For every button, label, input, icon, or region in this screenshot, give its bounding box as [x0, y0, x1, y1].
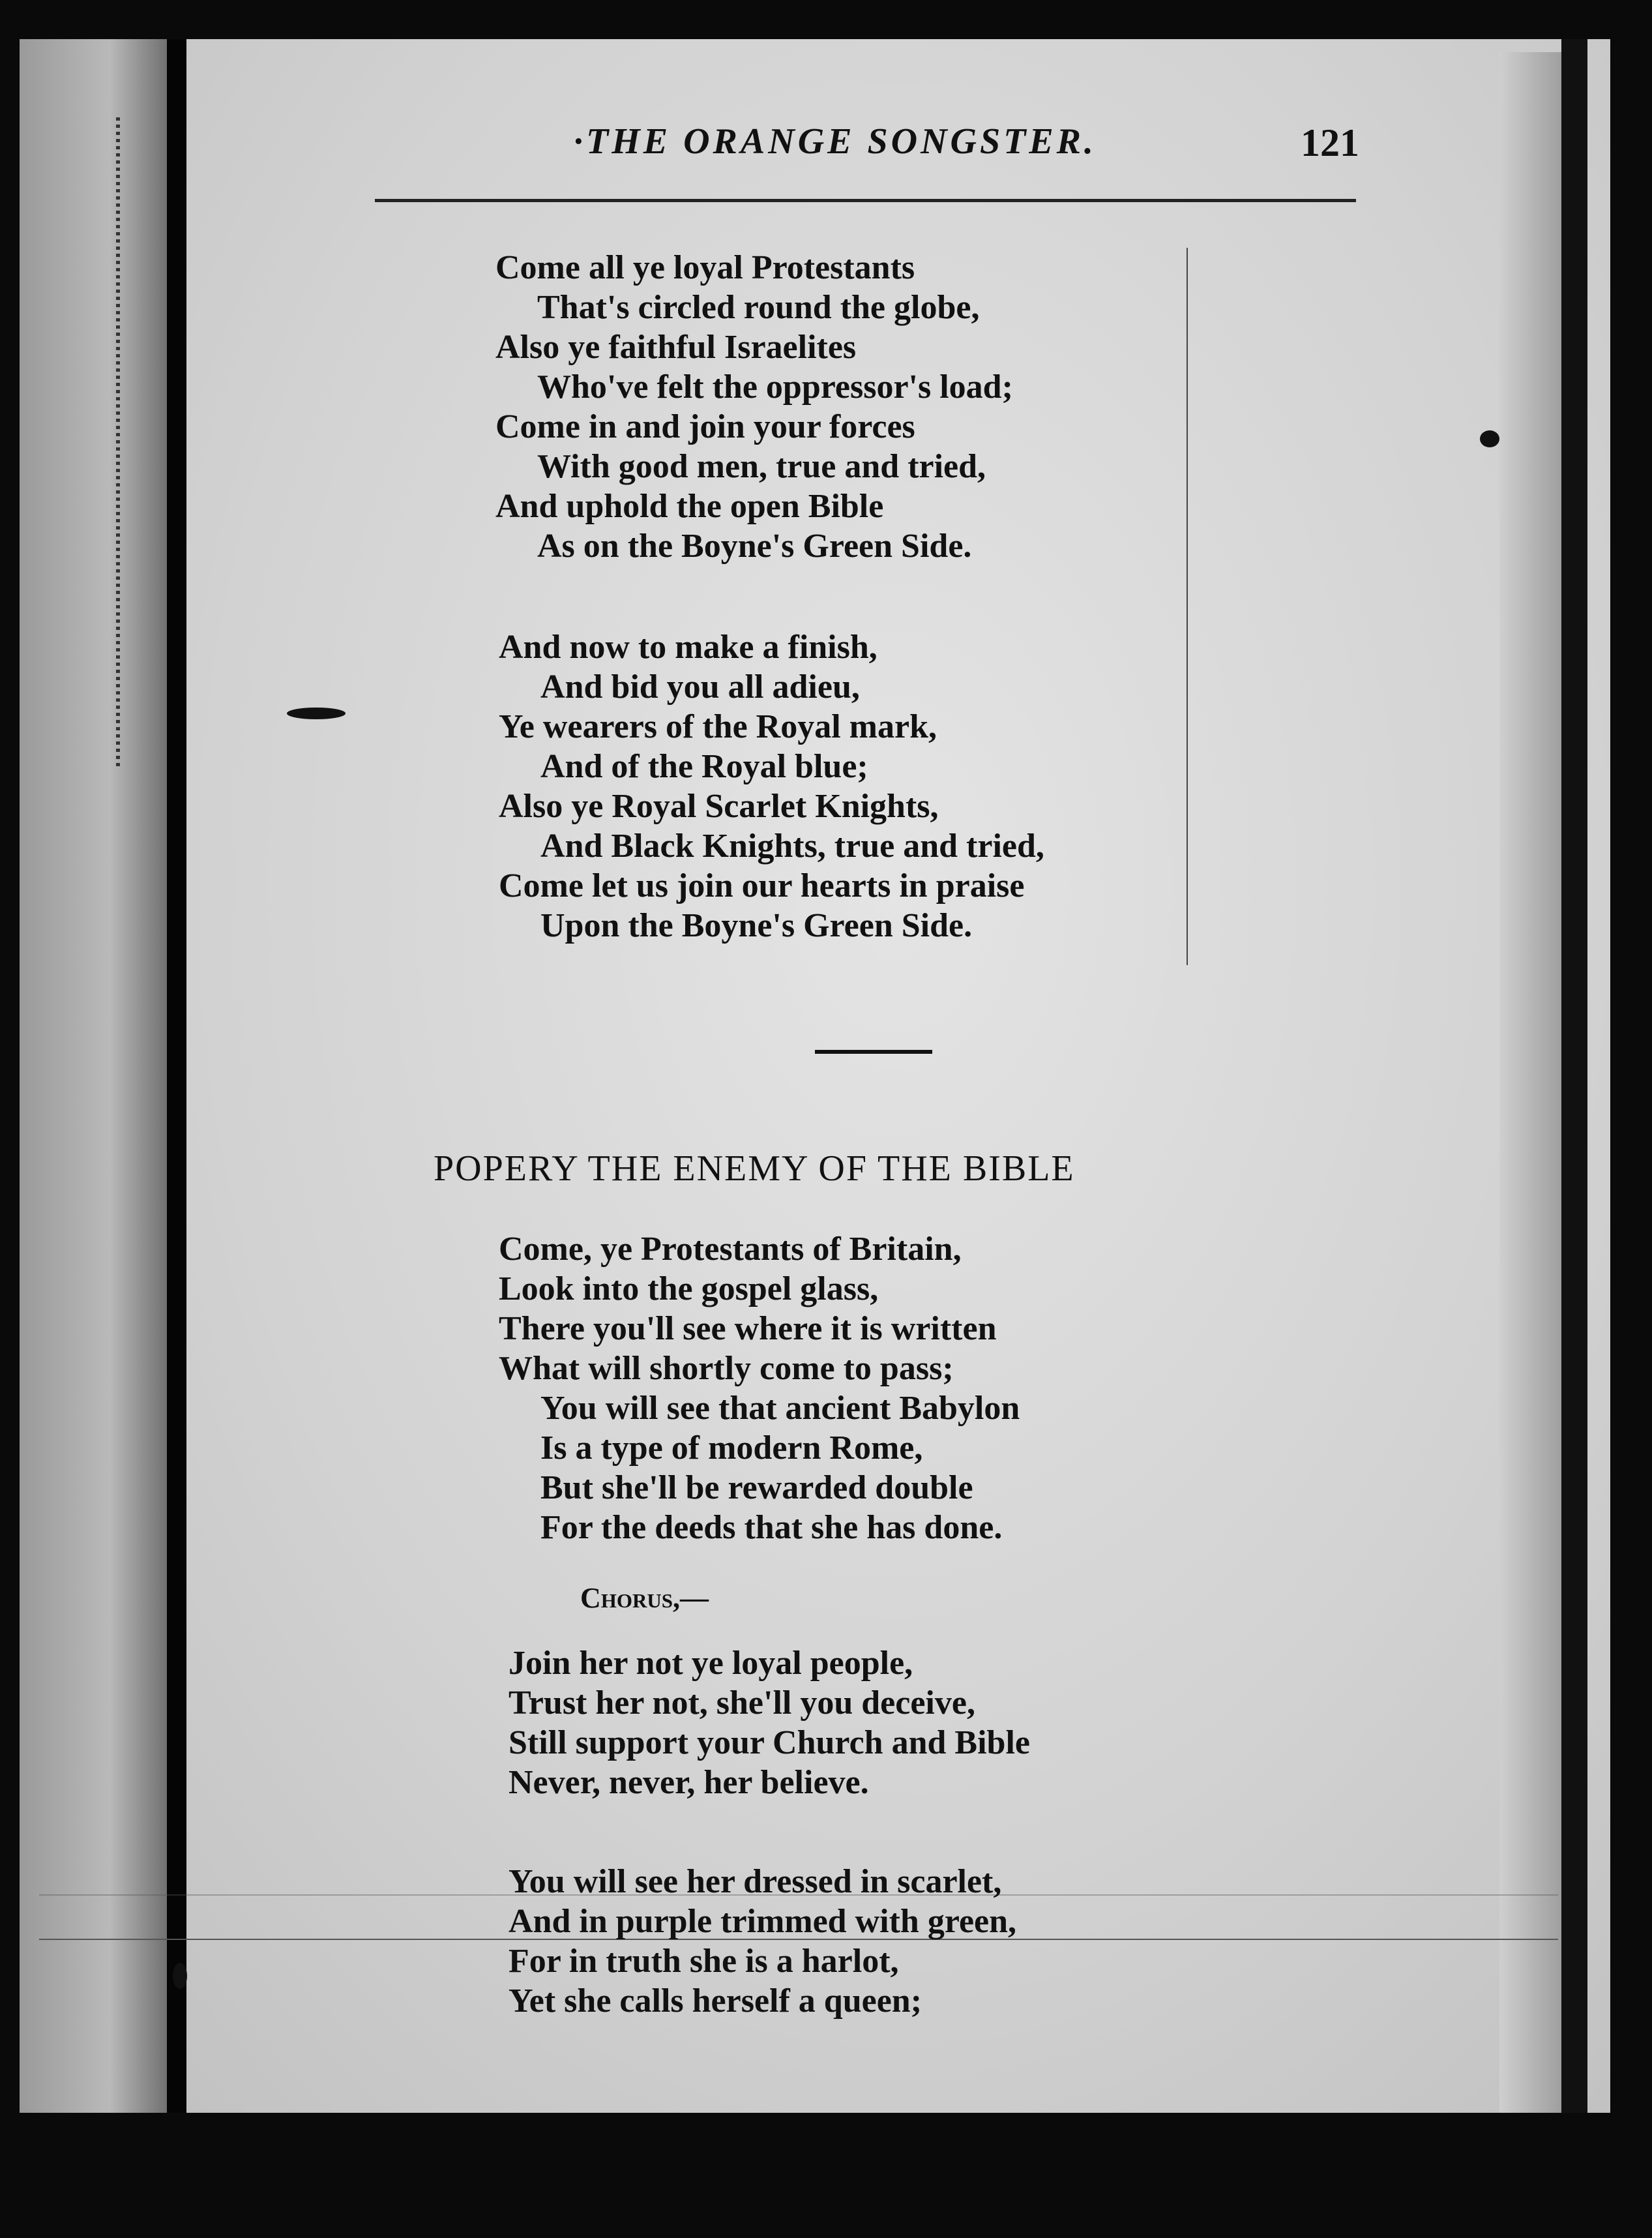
chorus-line: Trust her not, she'll you deceive, — [509, 1684, 975, 1722]
verse-line: And Black Knights, true and tried, — [540, 828, 1044, 865]
verse-line: And now to make a finish, — [499, 629, 878, 666]
verse-line: With good men, true and tried, — [537, 448, 986, 485]
verse-line: Is a type of modern Rome, — [540, 1429, 923, 1467]
verse-line: And of the Royal blue; — [540, 748, 868, 785]
binding-shadow — [167, 39, 186, 2152]
verse-line: Come in and join your forces — [495, 408, 915, 445]
verse-line: For in truth she is a harlot, — [509, 1943, 899, 1980]
song-title: POPERY THE ENEMY OF THE BIBLE — [434, 1148, 1075, 1189]
page-number: 121 — [1301, 121, 1359, 164]
stanza — [509, 1862, 1016, 2021]
book-gutter — [20, 39, 170, 2152]
verse-line: Who've felt the oppressor's load; — [537, 368, 1013, 406]
verse-line: You will see that ancient Babylon — [540, 1390, 1020, 1427]
header-rule — [375, 199, 1356, 202]
ink-blot — [173, 1963, 187, 1989]
verse-line: Also ye faithful Israelites — [495, 329, 857, 366]
gutter-stitching — [116, 117, 120, 769]
verse-line: Upon the Boyne's Green Side. — [540, 907, 973, 944]
verse-line: Look into the gospel glass, — [499, 1270, 879, 1307]
verse-line: And bid you all adieu, — [540, 668, 860, 706]
verse-line: And uphold the open Bible — [495, 488, 884, 525]
chorus — [509, 1643, 1030, 1802]
section-divider — [815, 1050, 932, 1054]
stanza — [495, 248, 1013, 566]
verse-line: You will see her dressed in scarlet, — [509, 1863, 1002, 1900]
ink-blot — [1480, 430, 1499, 447]
running-head: ·THE ORANGE SONGSTER. — [574, 121, 1097, 162]
chorus-line: Still support your Church and Bible — [509, 1724, 1030, 1761]
verse-line: Also ye Royal Scarlet Knights, — [499, 788, 939, 825]
verse-line: But she'll be rewarded double — [540, 1469, 973, 1506]
verse-line: There you'll see where it is written — [499, 1310, 997, 1347]
scan-border-bottom — [0, 2113, 1652, 2238]
margin-mark — [1187, 248, 1188, 965]
verse-line: Yet she calls herself a queen; — [509, 1982, 922, 2020]
ink-blot — [287, 708, 346, 719]
chorus-label: Chorus,— — [580, 1582, 709, 1614]
verse-line: As on the Boyne's Green Side. — [537, 528, 972, 565]
verse-line: Ye wearers of the Royal mark, — [499, 708, 937, 745]
verse-line: Come let us join our hearts in praise — [499, 867, 1025, 904]
verse-line: For the deeds that she has done. — [540, 1509, 1003, 1546]
verse-line: And in purple trimmed with green, — [509, 1903, 1017, 1940]
stanza — [499, 627, 1044, 946]
verse-line: That's circled round the globe, — [537, 289, 980, 326]
stanza — [499, 1229, 1020, 1547]
verse-line: Come, ye Protestants of Britain, — [499, 1231, 962, 1268]
chorus-line: Join her not ye loyal people, — [509, 1645, 913, 1682]
verse-line: What will shortly come to pass; — [499, 1350, 954, 1387]
verse-line: Come all ye loyal Protestants — [495, 249, 915, 286]
page-edge-shadow — [1499, 52, 1565, 2139]
scan-border-right — [1561, 39, 1587, 2165]
chorus-line: Never, never, her believe. — [509, 1764, 869, 1801]
